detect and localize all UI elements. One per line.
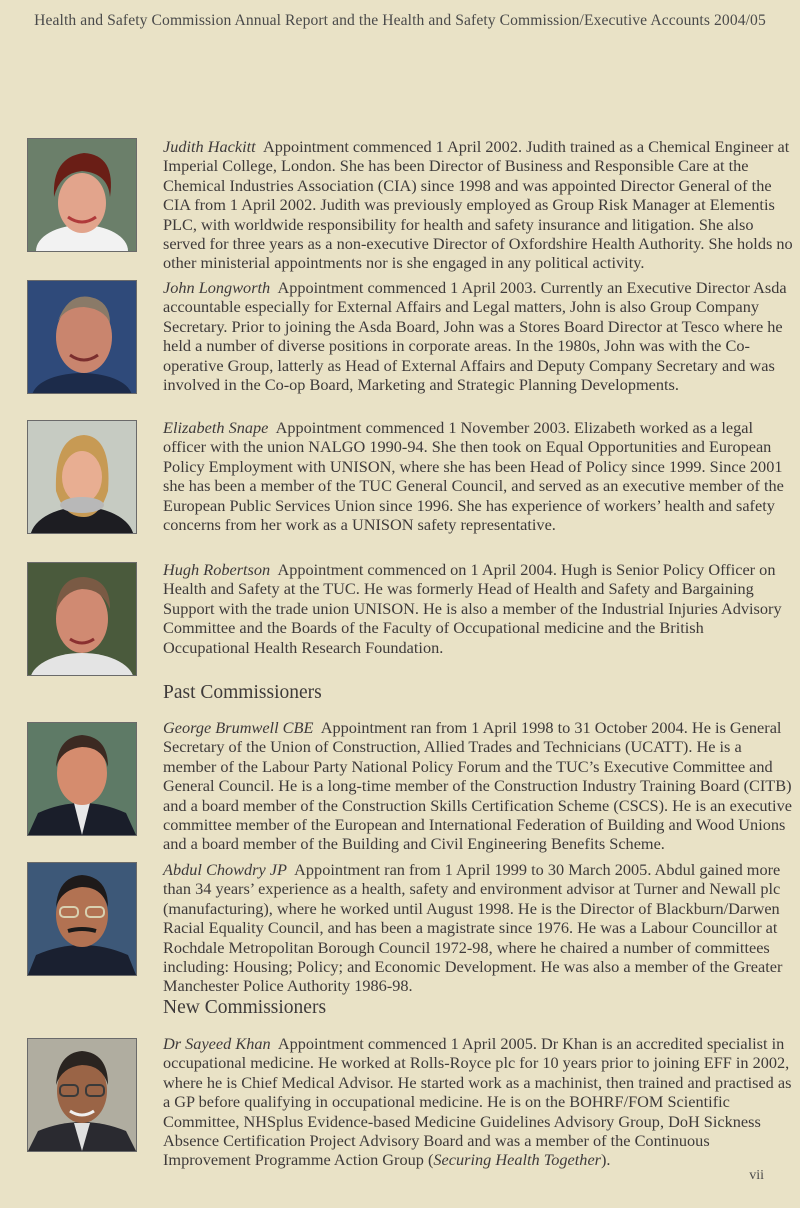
bio-name: Abdul Chowdry JP (163, 860, 287, 879)
bio-text: Appointment commenced 1 April 2003. Currently an Executive Director Asda accountable especially for External Affairs and Legal matters, John is also Group Company Secretary. Prior to joining the Asda Board, John was a Stores Board Director at Tesco where he held a number of diverse positions in corporate areas. In the 1980s, John was with the Co-operative Group, latterly as Head of External Affairs and Deputy Company Secretary and was involved in the Co-op Board, Marketing and Strategic Planning Developments. (163, 278, 787, 395)
bio-text: Appointment commenced 1 November 2003. Elizabeth worked as a legal officer with the union NALGO 1990-94. She then took on Equal Opportunities and European Policy Employment with UNISON, where she has been Head of Policy since 1999. Since 2001 she has been a member of the TUC General Council, and served as an executive member of the European Public Services Union since 1996. She has experience of workers’ health and safety concerns from her work as a UNISON safety representative. (163, 418, 784, 535)
portrait-john-longworth (27, 280, 137, 394)
portrait-image (28, 723, 136, 835)
bio-hugh-robertson (163, 560, 793, 657)
portrait-judith-hackitt (27, 138, 137, 252)
bio-george-brumwell (163, 718, 793, 854)
bio-name: Judith Hackitt (163, 137, 256, 156)
portrait-image (28, 563, 136, 675)
bio-abdul-chowdry (163, 860, 793, 996)
bio-text: Appointment commenced on 1 April 2004. Hugh is Senior Policy Officer on Health and Safety at the TUC. He was formerly Head of Health and Safety and Bargaining Support with the trade union UNISON. He is also a member of the Industrial Injuries Advisory Committee and the Boards of the Faculty of Occupational medicine and the British Occupational Health Research Foundation. (163, 560, 782, 657)
bio-elizabeth-snape (163, 418, 793, 534)
portrait-image (28, 421, 136, 533)
portrait-image (28, 281, 136, 393)
portrait-image (28, 139, 136, 251)
new-commissioners-heading: New Commissioners (163, 997, 327, 1018)
portrait-abdul-chowdry (27, 862, 137, 976)
page-number: vii (749, 1168, 764, 1183)
bio-john-longworth (163, 278, 793, 394)
portrait-elizabeth-snape (27, 420, 137, 534)
portrait-hugh-robertson (27, 562, 137, 676)
bio-sayeed-khan (163, 1034, 793, 1170)
portrait-sayeed-khan (27, 1038, 137, 1152)
bio-name: Elizabeth Snape (163, 418, 269, 437)
past-commissioners-heading: Past Commissioners (163, 682, 322, 703)
bio-name: George Brumwell CBE (163, 718, 314, 737)
portrait-george-brumwell (27, 722, 137, 836)
bio-name: John Longworth (163, 278, 271, 297)
portrait-image (28, 1039, 136, 1151)
bio-text: Appointment commenced 1 April 2005. Dr Khan is an accredited specialist in occupational medicine. He worked at Rolls-Royce plc for 10 years prior to joining EFF in 2002, where he is Chief Medical Advisor. He started work as a machinist, then trained and practised as a GP before qualifying in occupational medicine. He is on the BOHRF/FOM Scientific Committee, NHSplus Evidence-based Medicine Guidelines Advisory Group, DoH Sickness Absence Certification Project Advisory Board and was a member of the Continuous Improvement Programme Action Group ( (163, 1034, 792, 1170)
portrait-image (28, 863, 136, 975)
bio-italic-title: Securing Health Together (433, 1150, 602, 1170)
bio-name: Dr Sayeed Khan (163, 1034, 271, 1053)
bio-text: Appointment ran from 1 April 1999 to 30 March 2005. Abdul gained more than 34 years’ experience as a health, safety and environment advisor at Turner and Newall plc (manufacturing), where he worked until August 1998. He is the Director of Blackburn/Darwen Racial Equality Council, and has been a magistrate since 1976. He was a Labour Councillor at Rochdale Metropolitan Borough Council 1972-98, where he chaired a number of committees including: Housing; Policy; and Economic Development. He was also a member of the Greater Manchester Police Authority 1986-98. (163, 860, 783, 996)
report-header: Health and Safety Commission Annual Report and the Health and Safety Commission/Executive Accounts 2004/05 (34, 12, 766, 29)
bio-name: Hugh Robertson (163, 560, 271, 579)
bio-judith-hackitt (163, 137, 793, 273)
bio-text: Appointment commenced 1 April 2002. Judith trained as a Chemical Engineer at Imperial College, London. She has been Director of Business and Responsible Care at the Chemical Industries Association (CIA) since 1998 and was appointed Director General of the CIA from 1 April 2002. Judith was previously employed as Group Risk Manager at Elementis PLC, with worldwide responsibility for health and safety insurance and litigation. She also served for three years as a non-executive Director of Oxfordshire Health Authority. She holds no other ministerial appointments nor is she engaged in any political activity. (163, 137, 793, 273)
bio-text: Appointment ran from 1 April 1998 to 31 October 2004. He is General Secretary of the Union of Construction, Allied Trades and Technicians (UCATT). He is a member of the Labour Party National Policy Forum and the TUC’s Executive Committee and General Council. He is a long-time member of the Construction Industry Training Board (CITB) and a board member of the Construction Skills Certification Scheme (CSCS). He is an executive committee member of the European and International Federation of Building and Wood Unions and a board member of the Building and Civil Engineering Benefits Scheme. (163, 718, 792, 854)
bio-text-end: ). (601, 1150, 611, 1170)
